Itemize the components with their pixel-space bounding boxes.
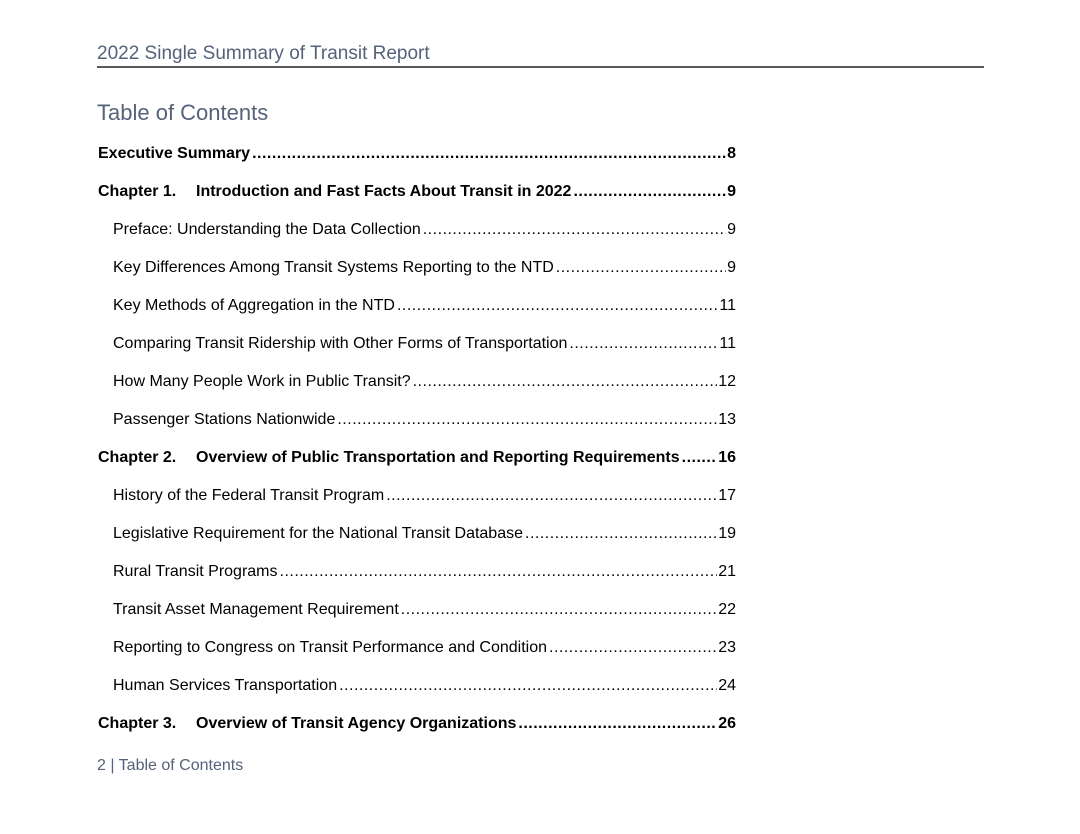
chapter-number: Chapter 1. <box>98 183 177 200</box>
toc-entry-label <box>113 255 554 281</box>
toc-entry-title: Legislative Requirement for the National Transit Database <box>113 525 523 542</box>
toc-entry-title: Overview of Transit Agency Organizations <box>196 715 517 732</box>
chapter-number: Chapter 3. <box>98 715 177 732</box>
toc-section-entry[interactable] <box>98 559 736 597</box>
toc-section-entry[interactable] <box>98 293 736 331</box>
toc-page-number: 12 <box>718 373 736 390</box>
toc-page-number: 9 <box>727 259 736 276</box>
toc-chapter-entry[interactable] <box>98 141 736 179</box>
toc-page-number: 17 <box>718 487 736 504</box>
toc-chapter-entry[interactable] <box>98 179 736 217</box>
toc-page-number: 24 <box>718 677 736 694</box>
toc-entry-label <box>98 445 680 471</box>
dot-leader <box>401 597 717 623</box>
toc-entry-label <box>113 407 335 433</box>
toc-entry-label <box>113 559 278 585</box>
dot-leader <box>337 407 717 433</box>
toc-section-entry[interactable] <box>98 331 736 369</box>
toc-page-number: 11 <box>719 335 736 352</box>
toc-page-number: 22 <box>718 601 736 618</box>
toc-entry-label <box>113 483 384 509</box>
toc-section-entry[interactable] <box>98 635 736 673</box>
toc-page-number: 26 <box>718 715 736 732</box>
toc-section-entry[interactable] <box>98 407 736 445</box>
toc-page-number: 9 <box>727 221 736 238</box>
toc-section-entry[interactable] <box>98 255 736 293</box>
toc-entry-title: Passenger Stations Nationwide <box>113 411 336 428</box>
toc-section-entry[interactable] <box>98 673 736 711</box>
toc-entry-label <box>98 711 516 737</box>
toc-entry-title: Transit Asset Management Requirement <box>113 601 399 618</box>
dot-leader <box>339 673 717 699</box>
toc-entry-title: Overview of Public Transportation and Reporting Requirements <box>196 449 680 466</box>
toc-entry-title: History of the Federal Transit Program <box>113 487 385 504</box>
dot-leader <box>252 141 726 167</box>
dot-leader <box>556 255 726 281</box>
toc-entry-title: How Many People Work in Public Transit? <box>113 373 411 390</box>
report-title: 2022 Single Summary of Transit Report <box>97 43 430 64</box>
dot-leader <box>413 369 718 395</box>
toc-entry-title: Rural Transit Programs <box>113 563 278 580</box>
toc-entry-title: Executive Summary <box>98 145 251 162</box>
dot-leader <box>569 331 718 357</box>
dot-leader <box>423 217 726 243</box>
toc-heading: Table of Contents <box>97 100 269 125</box>
toc-entry-label <box>113 217 421 243</box>
toc-chapter-entry[interactable] <box>98 711 736 749</box>
chapter-number: Chapter 2. <box>98 449 177 466</box>
toc-page-number: 19 <box>718 525 736 542</box>
toc-entry-label <box>113 597 399 623</box>
toc-entry-label <box>113 635 547 661</box>
dot-leader <box>518 711 717 737</box>
toc-section-entry[interactable] <box>98 369 736 407</box>
toc-entry-title: Key Differences Among Transit Systems Reporting to the NTD <box>113 259 554 276</box>
footer-label: Table of Contents <box>118 757 244 774</box>
dot-leader <box>280 559 718 585</box>
toc-entry-title: Reporting to Congress on Transit Performance and Condition <box>113 639 548 656</box>
table-of-contents <box>98 141 736 749</box>
toc-entry-label <box>113 293 395 319</box>
toc-entry-label <box>113 369 411 395</box>
page-footer <box>97 757 243 775</box>
toc-entry-label <box>98 141 250 167</box>
toc-page-number: 23 <box>718 639 736 656</box>
toc-chapter-entry[interactable] <box>98 445 736 483</box>
toc-section-entry[interactable] <box>98 217 736 255</box>
toc-page-number: 21 <box>718 563 736 580</box>
toc-page-number: 16 <box>718 449 736 466</box>
toc-entry-title: Key Methods of Aggregation in the NTD <box>113 297 395 314</box>
dot-leader <box>397 293 718 319</box>
footer-page-number: 2 <box>97 757 106 774</box>
toc-section-entry[interactable] <box>98 521 736 559</box>
page-header <box>97 42 984 68</box>
toc-entry-title: Human Services Transportation <box>113 677 338 694</box>
toc-page-number: 13 <box>718 411 736 428</box>
toc-entry-title: Comparing Transit Ridership with Other Forms of Transportation <box>113 335 568 352</box>
toc-page-number: 11 <box>719 297 736 314</box>
toc-entry-title: Introduction and Fast Facts About Transit in 2022 <box>196 183 572 200</box>
footer-separator: | <box>105 757 119 774</box>
toc-section-entry[interactable] <box>98 597 736 635</box>
toc-entry-label <box>113 673 337 699</box>
dot-leader <box>682 445 718 471</box>
toc-entry-label <box>98 179 571 205</box>
toc-page-number: 9 <box>727 183 736 200</box>
toc-entry-title: Preface: Understanding the Data Collection <box>113 221 421 238</box>
toc-section-entry[interactable] <box>98 483 736 521</box>
toc-page-number: 8 <box>727 145 736 162</box>
dot-leader <box>525 521 717 547</box>
toc-entry-label <box>113 521 523 547</box>
toc-entry-label <box>113 331 567 357</box>
dot-leader <box>549 635 717 661</box>
dot-leader <box>386 483 717 509</box>
dot-leader <box>573 179 726 205</box>
